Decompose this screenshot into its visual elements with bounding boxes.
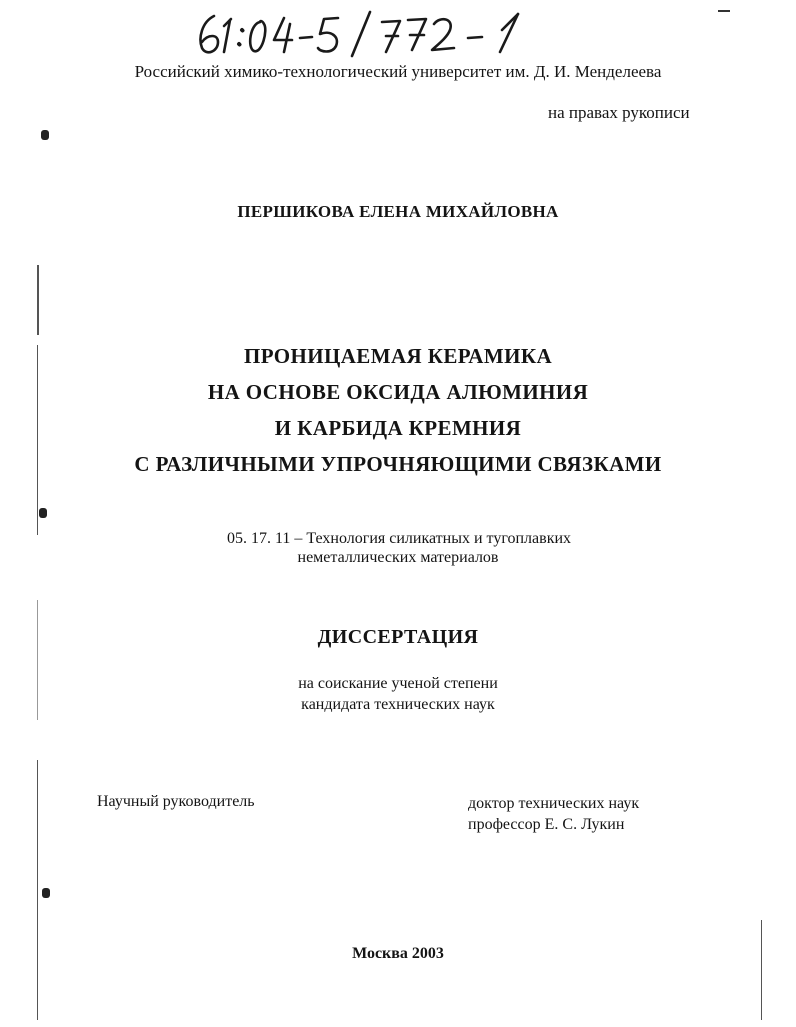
handwritten-archive-code: [192, 8, 552, 58]
degree-line: на соискание ученой степени: [298, 675, 498, 692]
university-name: Российский химико-технологический университет им. Д. И. Менделеева: [134, 62, 662, 81]
supervisor-info: [468, 793, 639, 835]
title-line: С РАЗЛИЧНЫМИ УПРОЧНЯЮЩИМИ СВЯЗКАМИ: [134, 452, 662, 476]
title-line: ПРОНИЦАЕМАЯ КЕРАМИКА: [243, 344, 553, 368]
supervisor-title: доктор технических наук: [468, 795, 640, 812]
degree-line: кандидата технических наук: [301, 696, 495, 713]
scan-edge-mark: [718, 10, 730, 12]
city-year: Москва 2003: [352, 945, 444, 962]
supervisor-name: профессор Е. С. Лукин: [468, 816, 625, 833]
scan-punch-mark: [39, 508, 47, 518]
scan-margin-line: [37, 760, 38, 1020]
rights-note: на правах рукописи: [548, 103, 690, 122]
title-line: И КАРБИДА КРЕМНИЯ: [274, 416, 522, 440]
author-name: ПЕРШИКОВА ЕЛЕНА МИХАЙЛОВНА: [237, 202, 559, 221]
specialty-code: [0, 529, 796, 567]
scan-margin-line: [37, 345, 38, 535]
dissertation-title: [0, 338, 796, 482]
scan-margin-line: [37, 265, 39, 335]
degree-statement: [0, 673, 796, 715]
specialty-line: неметаллических материалов: [297, 549, 499, 566]
scan-punch-mark: [41, 130, 49, 140]
scan-punch-mark: [42, 888, 50, 898]
specialty-line: 05. 17. 11 – Технология силикатных и тугоплавких: [226, 530, 572, 547]
title-line: НА ОСНОВЕ ОКСИДА АЛЮМИНИЯ: [207, 380, 589, 404]
document-type: ДИССЕРТАЦИЯ: [317, 626, 479, 648]
supervisor-label: Научный руководитель: [97, 793, 255, 810]
scan-margin-line: [761, 920, 762, 1020]
scan-margin-line: [37, 600, 38, 720]
